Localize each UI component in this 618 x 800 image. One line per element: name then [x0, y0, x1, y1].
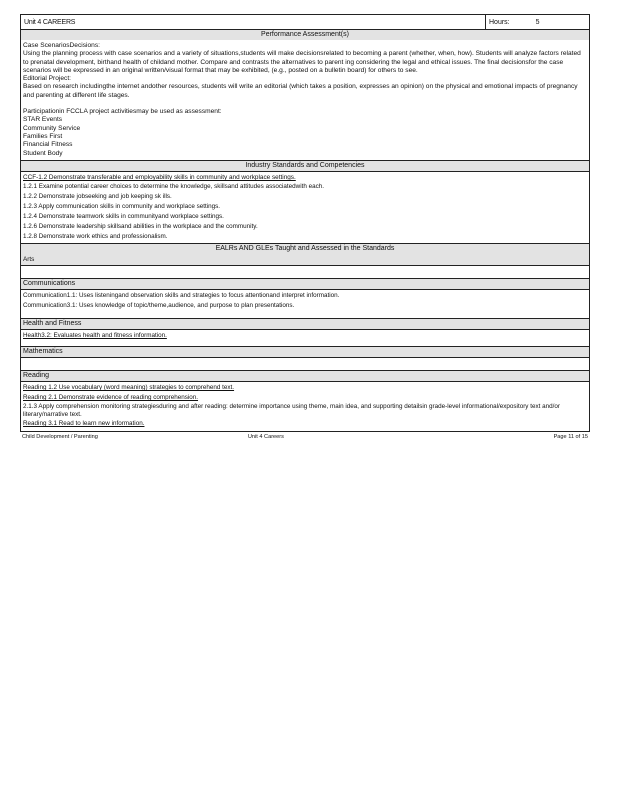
hours-value: 5: [535, 18, 540, 26]
reading-label: Reading: [21, 370, 589, 382]
reading-body: [21, 382, 589, 431]
standard-item: 1.2.4 Demonstrate teamwork skills in communityand workplace settings.: [23, 212, 224, 220]
fccla-intro: Participationin FCCLA project activitiesmay be used as assessment:: [23, 108, 222, 116]
standard-item: 1.2.1 Examine potential career choices to determine the knowledge, skillsand attitudes associatedwith each.: [23, 182, 325, 190]
fccla-item: Families First: [23, 132, 63, 140]
mathematics-label: Mathematics: [21, 346, 589, 358]
footer-course: Child Development / Parenting: [22, 433, 98, 440]
hours-cell: [485, 15, 589, 29]
unit-header-row: [21, 15, 589, 30]
industry-body: [21, 172, 589, 243]
assessment-table: [20, 14, 590, 432]
reading-item: Reading 1.2 Use vocabulary (word meaning) strategies to comprehend text.: [23, 383, 235, 391]
communications-label: Communications: [21, 278, 589, 290]
performance-line: Based on research includingthe internet andother resources, students will write an editorial (which takes a position, expresses an opinion) on the physical and emotional impacts of pregnancy and parenting at different life stages.: [23, 83, 578, 99]
health-label: Health and Fitness: [21, 318, 589, 330]
performance-body: [21, 40, 589, 160]
reading-item: Reading 2.1 Demonstrate evidence of reading comprehension.: [23, 393, 199, 401]
health-item: Health3.2: Evaluates health and fitness information.: [23, 331, 167, 339]
communication-item: Communication1.1: Uses listeningand observation skills and strategies to focus attentionand interpret information.: [23, 291, 340, 299]
communications-body: [21, 290, 589, 312]
reading-item: 2.1.3 Apply comprehension monitoring strategiesduring and after reading: determine importance using theme, main idea, and supporting detailsin grade-level informational/expository text and/or literary/narrative text.: [23, 402, 560, 418]
hours-label: Hours:: [489, 18, 510, 26]
performance-heading: Performance Assessment(s): [21, 30, 589, 40]
standard-item: 1.2.6 Demonstrate leadership skillsand abilities in the workplace and the community.: [23, 222, 258, 230]
fccla-item: Community Service: [23, 124, 81, 132]
performance-line: Case ScenariosDecisions:: [23, 42, 100, 49]
fccla-item: Financial Fitness: [23, 141, 73, 149]
performance-line: Using the planning process with case scenarios and a variety of situations,students will make decisionsrelated to becoming a parent (whether, when, how). Students will analyze factors related to prenatal development, birthand health of childand mother. Compare and contrasts the alternatives to parent ing considering the legal and ethical issues. The final decisionsfor the case scenarios will be expressed in an original written/visual format that may be exhibited, (e.g., posted on a bulletin board) for others to see.: [23, 50, 581, 74]
standard-item: 1.2.8 Demonstrate work ethics and professionalism.: [23, 232, 168, 240]
health-body: [21, 330, 589, 342]
page-footer: [20, 432, 590, 440]
reading-item: Reading 3.1 Read to learn new information.: [23, 419, 145, 427]
footer-page-number: Page 11 of 15: [553, 433, 588, 440]
arts-label: Arts: [21, 254, 589, 266]
communication-item: Communication3.1: Uses knowledge of topic/theme,audience, and purpose to plan presentations.: [23, 301, 295, 309]
industry-heading: Industry Standards and Competencies: [21, 160, 589, 172]
standard-head-item: CCF-1.2 Demonstrate transferable and employability skills in community and workplace settings.: [23, 173, 296, 181]
fccla-item: STAR Events: [23, 116, 63, 124]
ealrs-heading: EALRs AND GLEs Taught and Assessed in the Standards: [21, 243, 589, 254]
unit-title: Unit 4 CAREERS: [24, 18, 76, 26]
footer-unit: Unit 4 Careers: [247, 433, 284, 440]
document-page: [20, 14, 590, 440]
fccla-item: Student Body: [23, 149, 63, 157]
standard-item: 1.2.2 Demonstrate jobseeking and job keeping sk ills.: [23, 192, 172, 200]
standard-item: 1.2.3 Apply communication skills in community and workplace settings.: [23, 202, 221, 210]
performance-line: Editorial Project:: [23, 75, 72, 83]
